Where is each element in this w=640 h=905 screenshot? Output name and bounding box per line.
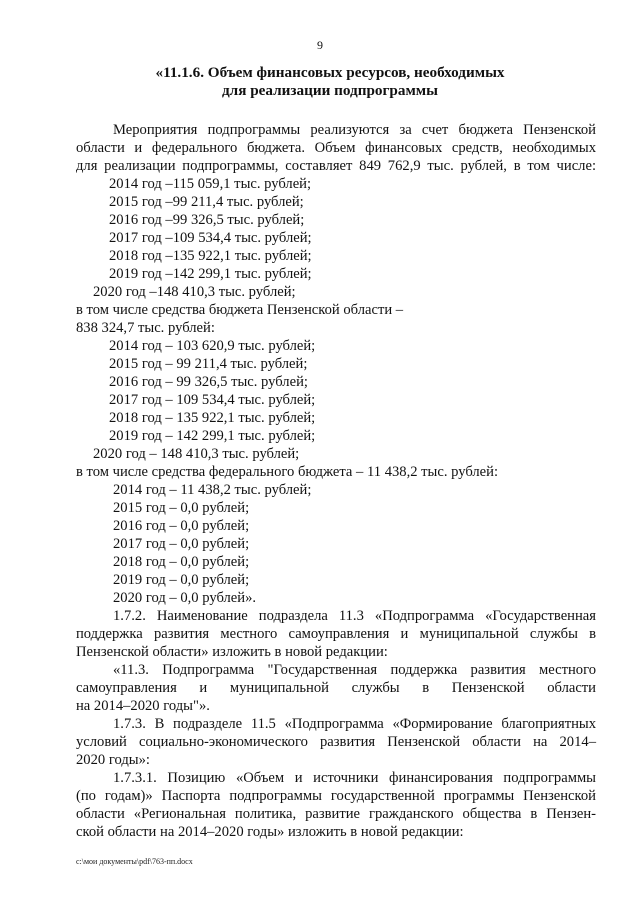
list-item: 2014 год – 11 438,2 тыс. рублей; — [113, 482, 312, 498]
list-item: 2019 год –142 299,1 тыс. рублей; — [109, 266, 312, 282]
list-item: 2016 год – 0,0 рублей; — [113, 518, 250, 534]
list-item: 2018 год – 0,0 рублей; — [113, 554, 250, 570]
paragraph-line: на 2014–2020 годы"». — [76, 698, 210, 714]
page-number: 9 — [317, 38, 323, 52]
list-item: 2015 год – 99 211,4 тыс. рублей; — [109, 356, 308, 372]
heading-line: для реализации подпрограммы — [221, 82, 438, 99]
list-item: 2016 год –99 326,5 тыс. рублей; — [109, 212, 305, 228]
paragraph-line: 1.7.2. Наименование подраздела 11.3 «Подпрограмма «Государственная — [113, 608, 596, 624]
heading-line: «11.1.6. Объем финансовых ресурсов, необходимых — [155, 64, 505, 81]
paragraph-line: 1.7.3. В подразделе 11.5 «Подпрограмма «Формирование благоприятных — [113, 716, 596, 732]
paragraph-line: 838 324,7 тыс. рублей: — [76, 320, 215, 336]
list-item: 2018 год – 135 922,1 тыс. рублей; — [109, 410, 316, 426]
list-item: 2014 год – 103 620,9 тыс. рублей; — [109, 338, 316, 354]
list-item: 2014 год –115 059,1 тыс. рублей; — [109, 176, 312, 192]
list-item: 2016 год – 99 326,5 тыс. рублей; — [109, 374, 308, 390]
list-item: 2020 год – 148 410,3 тыс. рублей; — [93, 446, 300, 462]
paragraph-line: в том числе средства федерального бюджета – 11 438,2 тыс. рублей: — [76, 464, 499, 480]
paragraph-line: (по годам)» Паспорта подпрограммы государственной программы Пензенской — [76, 788, 596, 804]
list-item: 2015 год –99 211,4 тыс. рублей; — [109, 194, 304, 210]
paragraph-line: ской области на 2014–2020 годы» изложить в новой редакции: — [76, 824, 464, 840]
paragraph-line: области «Региональная политика, развитие гражданского общества в Пензен- — [76, 806, 596, 822]
paragraph-line: 2020 годы»: — [76, 752, 150, 768]
paragraph-line: условий социально-экономического развития Пензенской области на 2014– — [76, 734, 596, 750]
list-item: 2017 год – 0,0 рублей; — [113, 536, 250, 552]
paragraph-line: для реализации подпрограммы, составляет 849 762,9 тыс. рублей, в том числе: — [76, 158, 596, 174]
paragraph-line: Мероприятия подпрограммы реализуются за счет бюджета Пензенской — [113, 122, 596, 138]
list-item: 2020 год – 0,0 рублей». — [113, 590, 257, 606]
list-item: 2019 год – 0,0 рублей; — [113, 572, 250, 588]
list-item: 2017 год – 109 534,4 тыс. рублей; — [109, 392, 316, 408]
paragraph-line: поддержка развития местного самоуправления и муниципальной службы в — [76, 626, 596, 642]
paragraph-line: в том числе средства бюджета Пензенской области – — [76, 302, 404, 318]
list-item: 2018 год –135 922,1 тыс. рублей; — [109, 248, 312, 264]
paragraph-line: 1.7.3.1. Позицию «Объем и источники финансирования подпрограммы — [113, 770, 596, 786]
paragraph-line: Пензенской области» изложить в новой редакции: — [76, 644, 388, 660]
list-item: 2017 год –109 534,4 тыс. рублей; — [109, 230, 312, 246]
list-item: 2015 год – 0,0 рублей; — [113, 500, 250, 516]
file-path-footer: c:\мои документы\pdf\763-пп.docx — [76, 857, 193, 866]
list-item: 2019 год – 142 299,1 тыс. рублей; — [109, 428, 316, 444]
section-heading — [150, 64, 510, 100]
paragraph-line: самоуправления и муниципальной службы в Пензенской области — [76, 680, 596, 696]
list-item: 2020 год –148 410,3 тыс. рублей; — [93, 284, 296, 300]
paragraph-line: области и федерального бюджета. Объем финансовых средств, необходимых — [76, 140, 596, 156]
paragraph-line: «11.3. Подпрограмма "Государственная поддержка развития местного — [113, 662, 596, 678]
